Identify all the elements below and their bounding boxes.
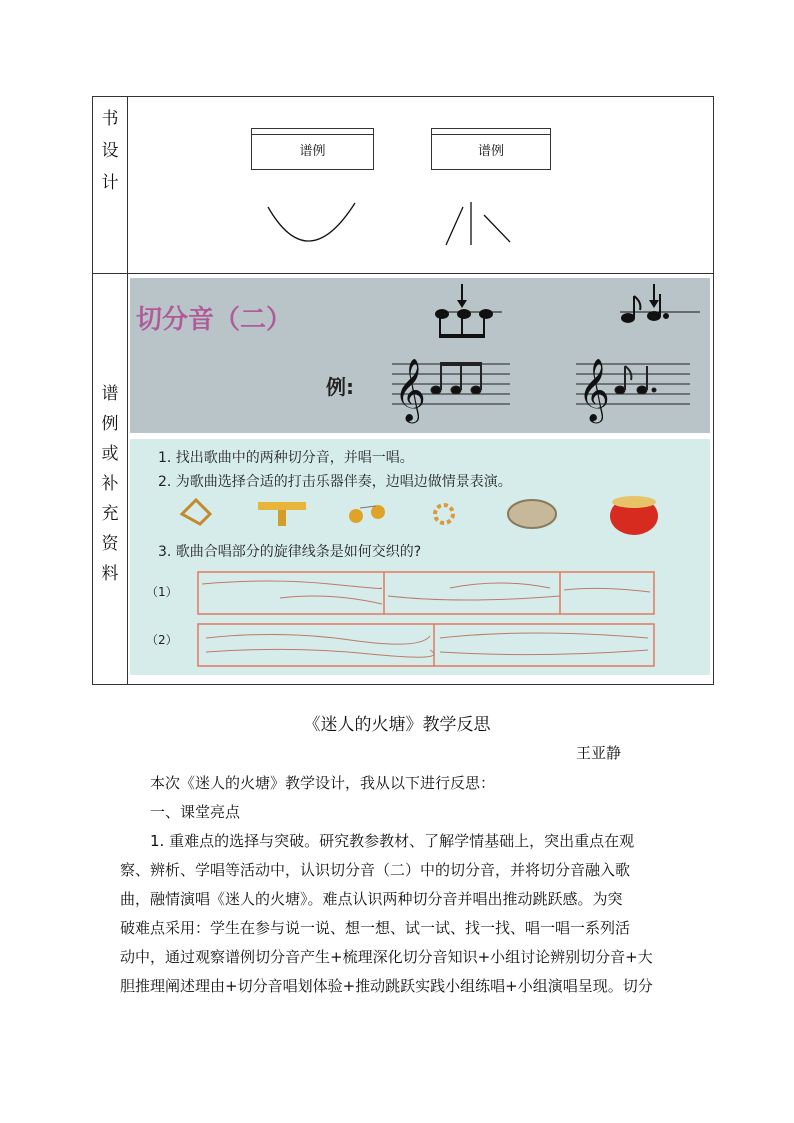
point-1-line: 破难点采用：学生在参与说一说、想一想、试一试、找一找、唱一唱一系列活 [120,919,631,937]
section-heading: 一、课堂亮点 [150,803,241,821]
point-1-line: 1. 重难点的选择与突破。研究教参教材、了解学情基础上，突出重点在观 [150,832,635,850]
point-1-line: 曲，融情演唱《迷人的火塘》。难点认识两种切分音并唱出推动跳跃感。为突 [120,890,623,908]
drum-icon [610,496,658,535]
question-3: 3. 歌曲合唱部分的旋律线条是如何交织的? [158,544,422,560]
supplement-material-label: 谱 例 或 补 充 资 料 [101,384,119,584]
melody-label-1: （1） [146,585,178,599]
tambourine-icon [508,500,556,528]
textbook-photo [130,278,710,675]
lesson-table [92,96,714,685]
reflection-title: 《迷人的火塘》教学反思 [303,715,491,735]
board-design-label: 书 设 计 [101,109,119,193]
point-1-line: 动中，通过观察谱例切分音产生+梳理深化切分音知识+小组讨论辨别切分音+大 [120,948,653,966]
melody-line-sketch [258,197,518,257]
question-2: 2. 为歌曲选择合适的打击乐器伴奏，边唱边做情景表演。 [158,474,512,490]
photo-header: 切分音（二） [136,305,293,335]
score-example-box-left: 谱例 [251,128,374,170]
stroke-right [484,215,510,242]
author-name: 王亚静 [576,744,622,762]
point-1-paragraph [120,827,682,1001]
question-1: 1. 找出歌曲中的两种切分音，并唱一唱。 [158,450,414,466]
point-1-line: 察、辨析、学唱等活动中，认识切分音（二）中的切分音，并将切分音融入歌 [120,861,631,879]
stroke-left [446,207,463,245]
table-col-divider [127,97,128,684]
example-label: 例: [326,375,354,399]
point-1-line: 胆推理阐述理由+切分音唱划体验+推动跳跃实践小组练唱+小组演唱呈现。切分 [120,977,653,995]
curve-line [268,203,355,241]
photo-gap [130,433,710,439]
table-row-divider [93,273,713,274]
svg-text:𝄞: 𝄞 [578,358,610,421]
melody-label-2: （2） [146,633,178,647]
intro-paragraph: 本次《迷人的火塘》教学设计，我从以下进行反思： [150,774,496,792]
svg-text:𝄞: 𝄞 [394,358,426,421]
score-example-box-right: 谱例 [431,128,551,170]
